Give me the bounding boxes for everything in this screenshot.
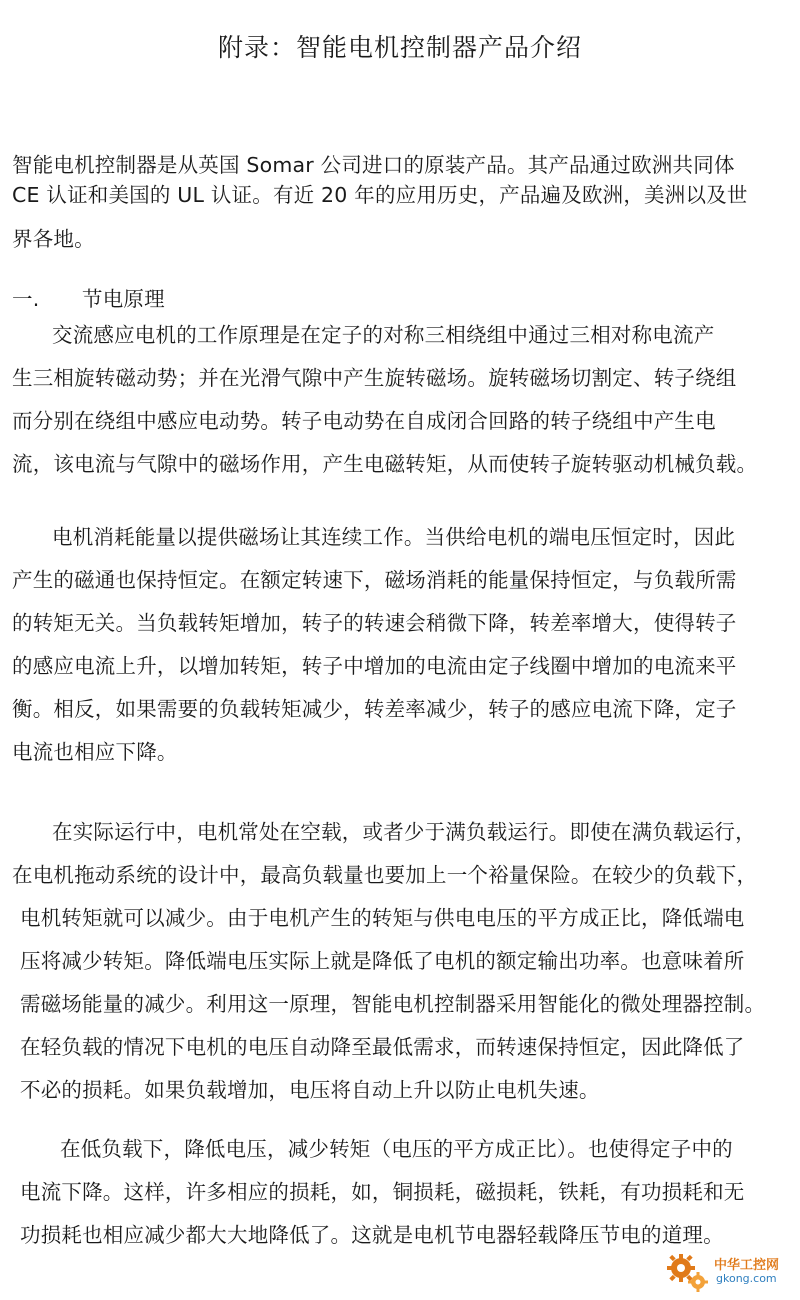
paragraph-1-line: 而分别在绕组中感应电动势。转子电动势在自成闭合回路的转子绕组中产生电 — [12, 409, 716, 433]
gears-icon — [664, 1248, 712, 1296]
paragraph-1-line: 交流感应电机的工作原理是在定子的对称三相绕组中通过三相对称电流产 — [52, 323, 715, 347]
paragraph-4-line: 电流下降。这样，许多相应的损耗，如，铜损耗，磁损耗，铁耗，有功损耗和无 — [20, 1180, 745, 1204]
paragraph-2-line: 衡。相反，如果需要的负载转矩减少，转差率减少，转子的感应电流下降，定子 — [12, 697, 737, 721]
section-number: 一. — [12, 287, 40, 311]
watermark — [664, 1248, 794, 1296]
paragraph-4-line: 在低负载下，降低电压，减少转矩（电压的平方成正比）。也使得定子中的 — [60, 1137, 733, 1161]
paragraph-2-line: 产生的磁通也保持恒定。在额定转速下，磁场消耗的能量保持恒定，与负载所需 — [12, 568, 737, 592]
paragraph-1-line: 生三相旋转磁动势；并在光滑气隙中产生旋转磁场。旋转磁场切割定、转子绕组 — [12, 366, 737, 390]
paragraph-3-line: 在电机拖动系统的设计中，最高负载量也要加上一个裕量保险。在较少的负载下， — [12, 863, 758, 887]
paragraph-3-line: 需磁场能量的减少。利用这一原理，智能电机控制器采用智能化的微处理器控制。 — [20, 992, 766, 1016]
paragraph-2-line: 的转矩无关。当负载转矩增加，转子的转速会稍微下降，转差率增大，使得转子 — [12, 611, 737, 635]
intro-line-2: CE 认证和美国的 UL 认证。有近 20 年的应用历史，产品遍及欧洲，美洲以及世 — [12, 183, 748, 207]
watermark-url: gkong.com — [716, 1272, 777, 1285]
section-heading — [12, 282, 800, 312]
paragraph-3-line: 不必的损耗。如果负载增加，电压将自动上升以防止电机失速。 — [20, 1078, 600, 1102]
paragraph-3-line: 在轻负载的情况下电机的电压自动降至最低需求，而转速保持恒定，因此降低了 — [20, 1035, 745, 1059]
paragraph-4-line: 功损耗也相应减少都大大地降低了。这就是电机节电器轻载降压节电的道理。 — [20, 1223, 724, 1247]
paragraph-2-line: 电机消耗能量以提供磁场让其连续工作。当供给电机的端电压恒定时，因此 — [52, 525, 736, 549]
paragraph-2-line: 电流也相应下降。 — [12, 740, 178, 764]
paragraph-3-line: 电机转矩就可以减少。由于电机产生的转矩与供电电压的平方成正比，降低端电 — [20, 906, 745, 930]
document-title: 附录：智能电机控制器产品介绍 — [217, 33, 582, 62]
intro-line-1: 智能电机控制器是从英国 Somar 公司进口的原装产品。其产品通过欧洲共同体 — [12, 153, 735, 177]
paragraph-3-line: 压将减少转矩。降低端电压实际上就是降低了电机的额定输出功率。也意味着所 — [20, 949, 745, 973]
paragraph-3-line: 在实际运行中，电机常处在空载，或者少于满负载运行。即使在满负载运行， — [52, 820, 756, 844]
paragraph-2-line: 的感应电流上升，以增加转矩，转子中增加的电流由定子线圈中增加的电流来平 — [12, 654, 737, 678]
intro-line-3: 界各地。 — [12, 227, 95, 251]
section-title: 节电原理 — [82, 287, 165, 311]
watermark-name: 中华工控网 — [714, 1258, 780, 1273]
paragraph-1-line: 流，该电流与气隙中的磁场作用，产生电磁转矩，从而使转子旋转驱动机械负载。 — [12, 452, 758, 476]
